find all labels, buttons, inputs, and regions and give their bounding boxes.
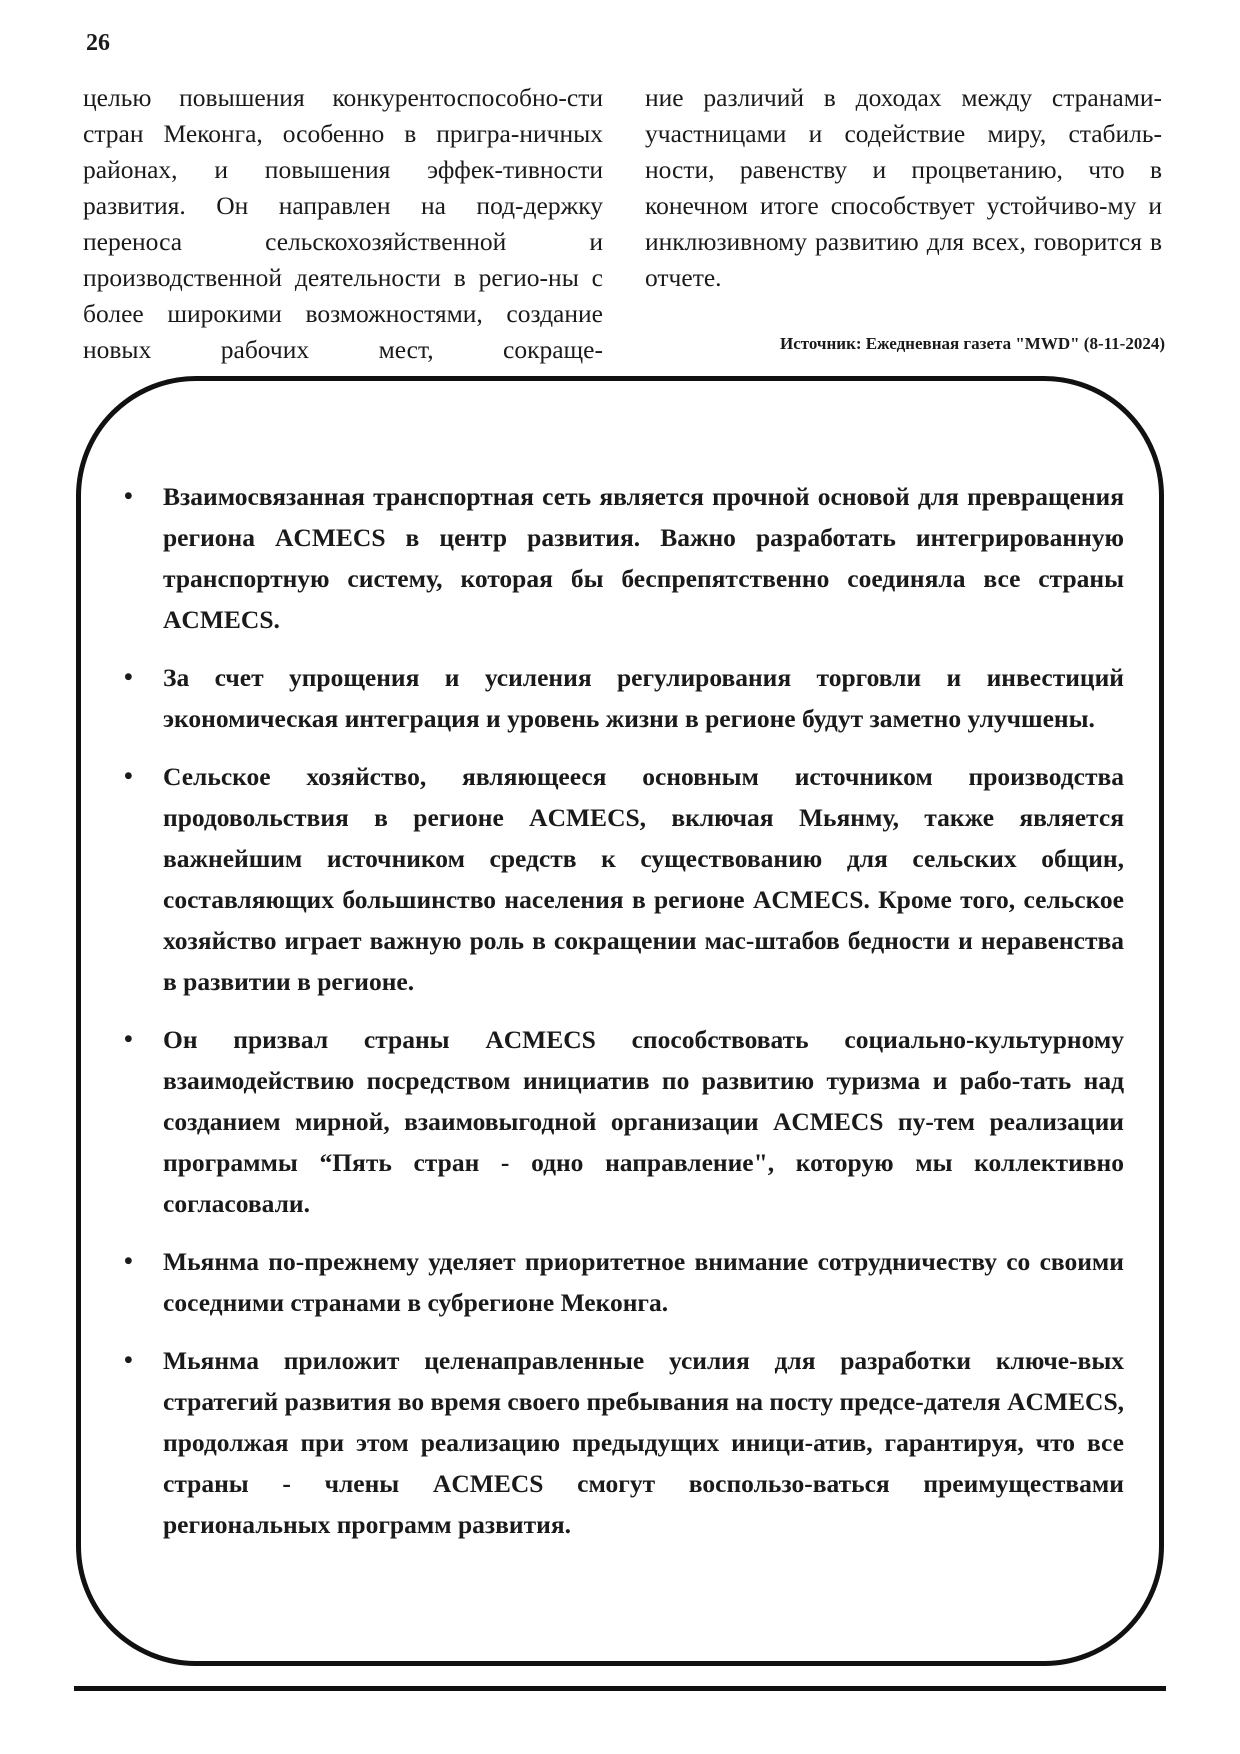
bullet-icon: • [124, 664, 133, 691]
list-item-text: Мьянма по-прежнему уделяет приоритетное внимание сотрудничеству со своими соседними странами в субрегионе Меконга. [163, 1247, 1124, 1317]
list-item [118, 756, 1124, 1002]
list-item-text: Сельское хозяйство, являющееся основным источником производства продовольствия в регионе ACMECS, включая Мьянму, также является важнейшим источником средств к существованию для сельских общин, составляющих большинство населения в регионе ACMECS. Кроме того, сельское хозяйство играет важную роль в сокращении мас-штабов бедности и неравенства в развитии в регионе. [163, 762, 1124, 996]
list-item [118, 1340, 1124, 1545]
bullet-icon: • [124, 1347, 133, 1374]
list-item [118, 476, 1124, 640]
article-text-left: целью повышения конкурентоспособно-сти стран Меконга, особенно в пригра-ничных районах, и повышения эффек-тивности развития. Он направлен на под-держку переноса сельскохозяйственной и производственной деятельности в регио-ны с более широкими возможностями, создание новых рабочих мест, сокраще- [83, 83, 603, 364]
article-left-column [83, 80, 603, 368]
bullet-icon: • [124, 763, 133, 790]
list-item [118, 1241, 1124, 1323]
list-item-text: Мьянма приложит целенаправленные усилия для разработки ключе-вых стратегий развития во время своего пребывания на посту предсе-дателя ACMECS, продолжая при этом реализацию предыдущих иници-атив, гарантируя, что все страны - члены ACMECS смогут воспользо-ваться преимуществами региональных программ развития. [163, 1346, 1124, 1539]
article-text-right: ние различий в доходах между странами-участницами и содействие миру, стабиль-ности, равенству и процветанию, что в конечном итоге способствует устойчиво-му и инклюзивному развитию для всех, говорится в отчете. [645, 83, 1162, 292]
list-item [118, 1019, 1124, 1224]
article-right-column [645, 80, 1162, 296]
page-number: 26 [86, 30, 110, 56]
bottom-divider [74, 1686, 1166, 1691]
list-item-text: Он призвал страны ACMECS способствовать социально-культурному взаимодействию посредством инициатив по развитию туризма и рабо-тать над созданием мирной, взаимовыгодной организации ACMECS пу-тем реализации программы “Пять стран - одно направление", которую мы коллективно согласовали. [163, 1025, 1124, 1218]
list-item [118, 657, 1124, 739]
list-item-text: За счет упрощения и усиления регулирования торговли и инвестиций экономическая интеграция и уровень жизни в регионе будут заметно улучшены. [163, 663, 1124, 733]
key-points-list [118, 476, 1124, 1562]
bullet-icon: • [124, 483, 133, 510]
source-citation: Источник: Ежедневная газета "MWD" (8-11-2024) [779, 334, 1165, 353]
list-item-text: Взаимосвязанная транспортная сеть является прочной основой для превращения региона ACMECS в центр развития. Важно разработать интегрированную транспортную систему, которая бы беспрепятственно соединяла все страны ACMECS. [163, 482, 1124, 634]
bullet-icon: • [124, 1026, 133, 1053]
bullet-icon: • [124, 1248, 133, 1275]
